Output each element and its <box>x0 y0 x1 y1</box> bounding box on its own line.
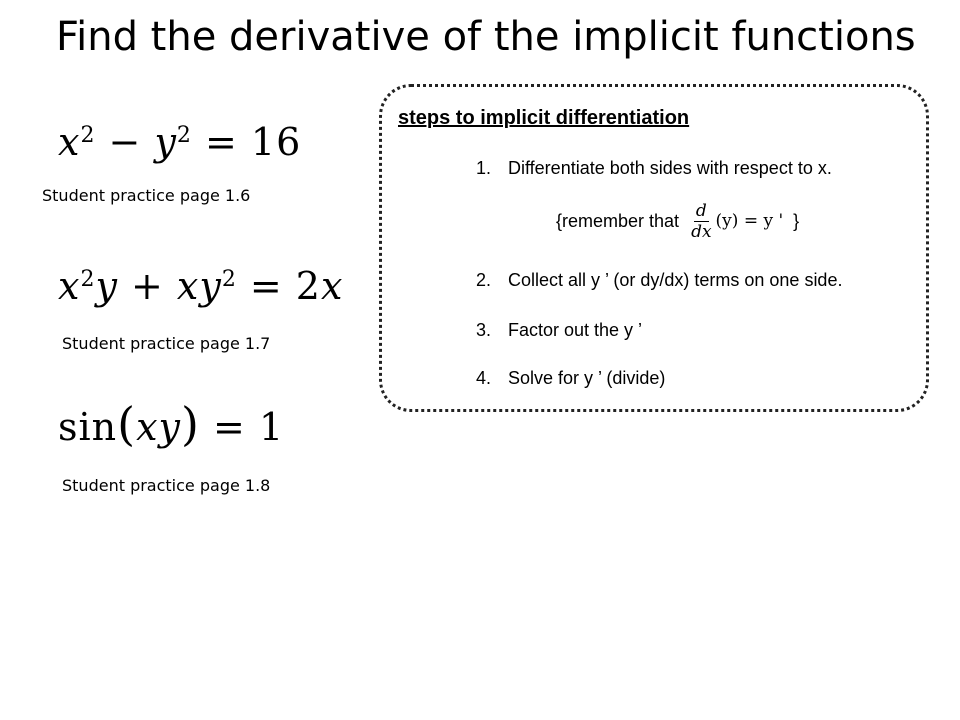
fraction-denominator: dx <box>691 221 712 242</box>
equation-2: $x^2y + xy^2 = 2x$ <box>58 264 344 308</box>
equation-3: sin(xy) = 1 <box>58 397 285 451</box>
equation-1: $x^2 - y^2 = 16$ <box>58 120 302 164</box>
step-2-number: 2. <box>476 270 492 290</box>
step-4-text: Solve for y ’ (divide) <box>508 368 666 388</box>
practice-caption-2: Student practice page 1.7 <box>62 334 271 353</box>
slide-title: Find the derivative of the implicit functions <box>56 14 916 60</box>
remember-close: } <box>793 210 800 231</box>
remember-expression: (y) = y ' <box>715 211 784 231</box>
step-3-text: Factor out the y ’ <box>508 320 643 340</box>
practice-caption-1: Student practice page 1.6 <box>42 186 251 205</box>
step-1 <box>476 158 832 179</box>
step-4-number: 4. <box>476 368 492 388</box>
remember-note <box>556 194 799 248</box>
step-1-text: Differentiate both sides with respect to x. <box>508 158 832 178</box>
step-2 <box>476 270 842 291</box>
step-3-number: 3. <box>476 320 492 340</box>
remember-open: {remember that <box>556 210 680 231</box>
step-3 <box>476 320 642 341</box>
steps-box <box>379 84 929 412</box>
step-2-text: Collect all y ’ (or dy/dx) terms on one side. <box>508 270 843 290</box>
derivative-fraction <box>691 201 711 242</box>
steps-heading: steps to implicit differentiation <box>398 107 690 129</box>
step-1-number: 1. <box>476 158 492 178</box>
practice-caption-3: Student practice page 1.8 <box>62 476 271 495</box>
fraction-numerator: d <box>695 200 707 221</box>
step-4 <box>476 368 665 389</box>
